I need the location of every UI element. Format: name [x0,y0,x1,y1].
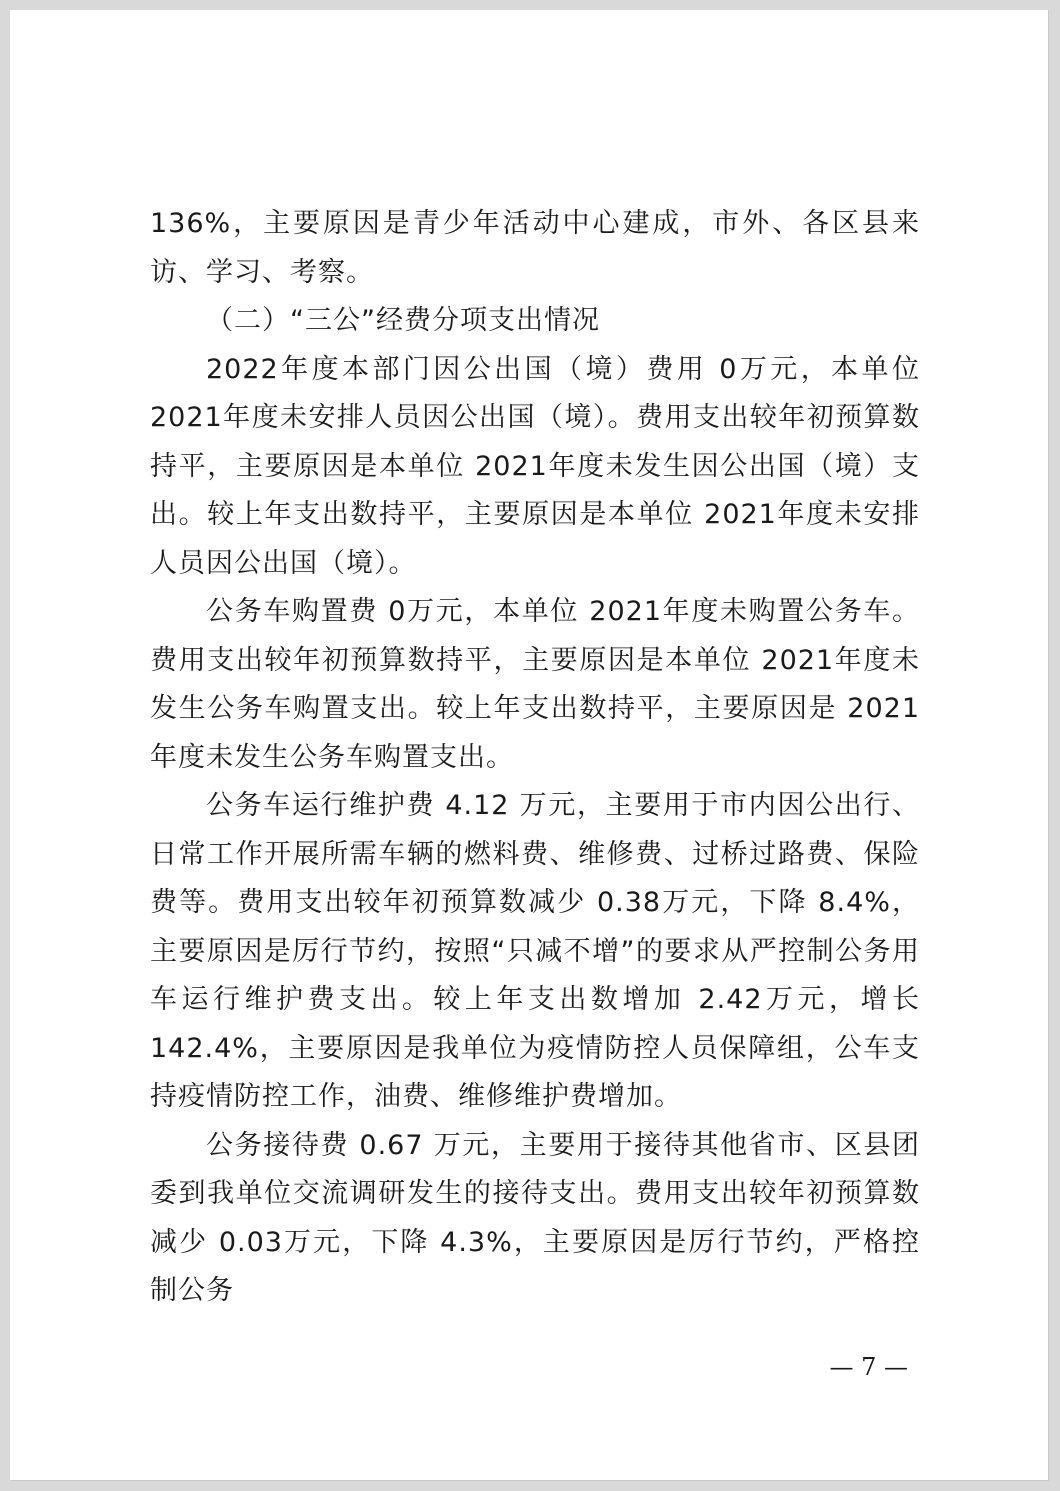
paragraph-vehicle-purchase: 公务车购置费 0万元，本单位 2021年度未购置公务车。费用支出较年初预算数持平，主要原因是本单位 2021年度未发生公务车购置支出。较上年支出数持平，主要原因是 2021年度未发生公务车购置支出。 [150,596,920,773]
paragraph-continuation: 136%，主要原因是青少年活动中心建成，市外、各区县来访、学习、考察。 [150,208,920,288]
section-heading: （二）“三公”经费分项支出情况 [206,305,600,336]
body-text [150,200,920,1316]
paragraph-overseas-travel: 2022年度本部门因公出国（境）费用 0万元，本单位 2021年度未安排人员因公出国（境）。费用支出较年初预算数持平，主要原因是本单位 2021年度未发生因公出国（境）支出。较上年支出数持平，主要原因是本单位 2021年度未安排人员因公出国（境）。 [150,353,920,579]
page-number: — 7 — [829,1353,908,1381]
paragraph-reception: 公务接待费 0.67 万元，主要用于接待其他省市、区县团委到我单位交流调研发生的接待支出。费用支出较年初预算数减少 0.03万元，下降 4.3%，主要原因是厉行节约，严格控制公务 [150,1129,920,1306]
paragraph-vehicle-maintenance: 公务车运行维护费 4.12 万元，主要用于市内因公出行、日常工作开展所需车辆的燃料费、维修费、过桥过路费、保险费等。费用支出较年初预算数减少 0.38万元，下降 8.4%，主要原因是厉行节约，按照“只减不增”的要求从严控制公务用车运行维护费支出。较上年支出数增加 2.42万元，增长 142.4%，主要原因是我单位为疫情防控人员保障组，公车支持疫情防控工作，油费、维修维护费增加。 [150,790,920,1112]
document-page [10,10,1048,1480]
